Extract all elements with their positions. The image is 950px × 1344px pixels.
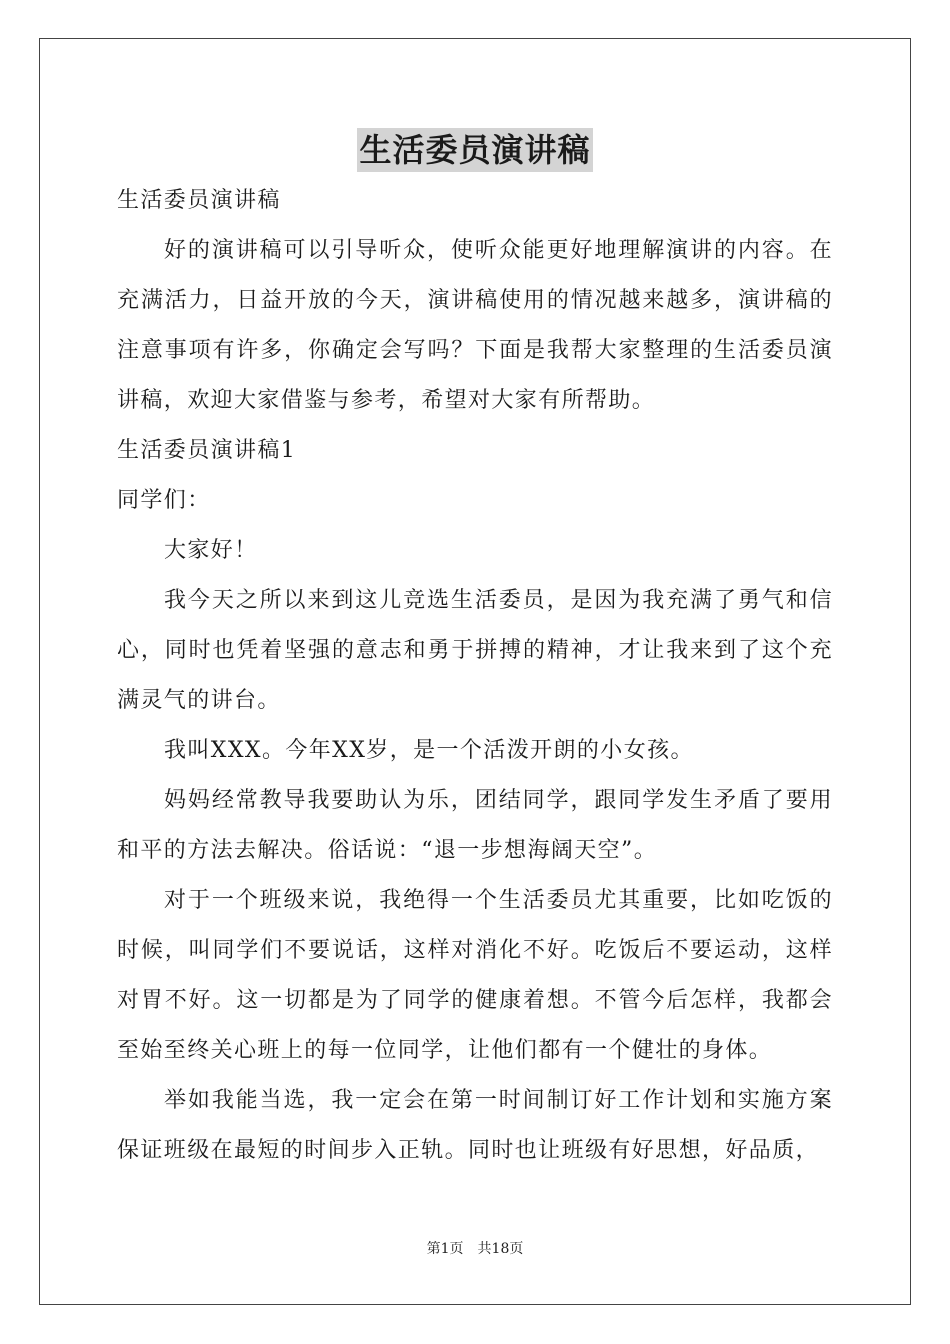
paragraph [117,426,833,476]
paragraph-text: 大家好！ [164,538,258,563]
paragraph-text: 对于一个班级来说，我绝得一个生活委员尤其重要，比如吃饭的时候，叫同学们不要说话，这样对消化不好。吃饭后不要运动，这样对胃不好。这一切都是为了同学的健康着想。不管今后怎样，我都会至始至终关心班上的每一位同学，让他们都有一个健壮的身体。 [117,888,833,1063]
document-title: 生活委员演讲稿 [357,128,592,172]
paragraph-text: 我今天之所以来到这儿竞选生活委员，是因为我充满了勇气和信心，同时也凭着坚强的意志和勇于拼搏的精神，才让我来到了这个充满灵气的讲台。 [117,588,833,713]
paragraph [117,726,833,776]
paragraph [117,226,833,426]
page-footer [0,1239,950,1259]
paragraph [117,1076,833,1176]
paragraph-text: 我叫XXX。今年XX岁，是一个活泼开朗的小女孩。 [164,738,694,763]
paragraph-text: 妈妈经常教导我要助认为乐，团结同学，跟同学发生矛盾了要用和平的方法去解决。俗话说：“退一步想海阔天空”。 [117,788,833,863]
paragraph [117,476,833,526]
paragraph-text: 同学们： [117,488,211,513]
paragraph-text: 举如我能当选，我一定会在第一时间制订好工作计划和实施方案保证班级在最短的时间步入正轨。同时也让班级有好思想，好品质， [117,1088,833,1163]
paragraph-text: 生活委员演讲稿1 [117,438,297,463]
paragraph [117,776,833,876]
paragraph-text: 好的演讲稿可以引导听众，使听众能更好地理解演讲的内容。在充满活力，日益开放的今天，演讲稿使用的情况越来越多，演讲稿的注意事项有许多，你确定会写吗？下面是我帮大家整理的生活委员演讲稿，欢迎大家借鉴与参考，希望对大家有所帮助。 [117,238,833,413]
paragraph [117,576,833,726]
paragraph [117,526,833,576]
paragraph [117,876,833,1076]
page-total: 共18页 [477,1241,524,1257]
paragraph [117,176,833,226]
paragraph-text: 生活委员演讲稿 [117,188,281,213]
title-container [0,128,950,172]
page-number: 第1页 [426,1241,464,1257]
document-body [117,176,833,1176]
